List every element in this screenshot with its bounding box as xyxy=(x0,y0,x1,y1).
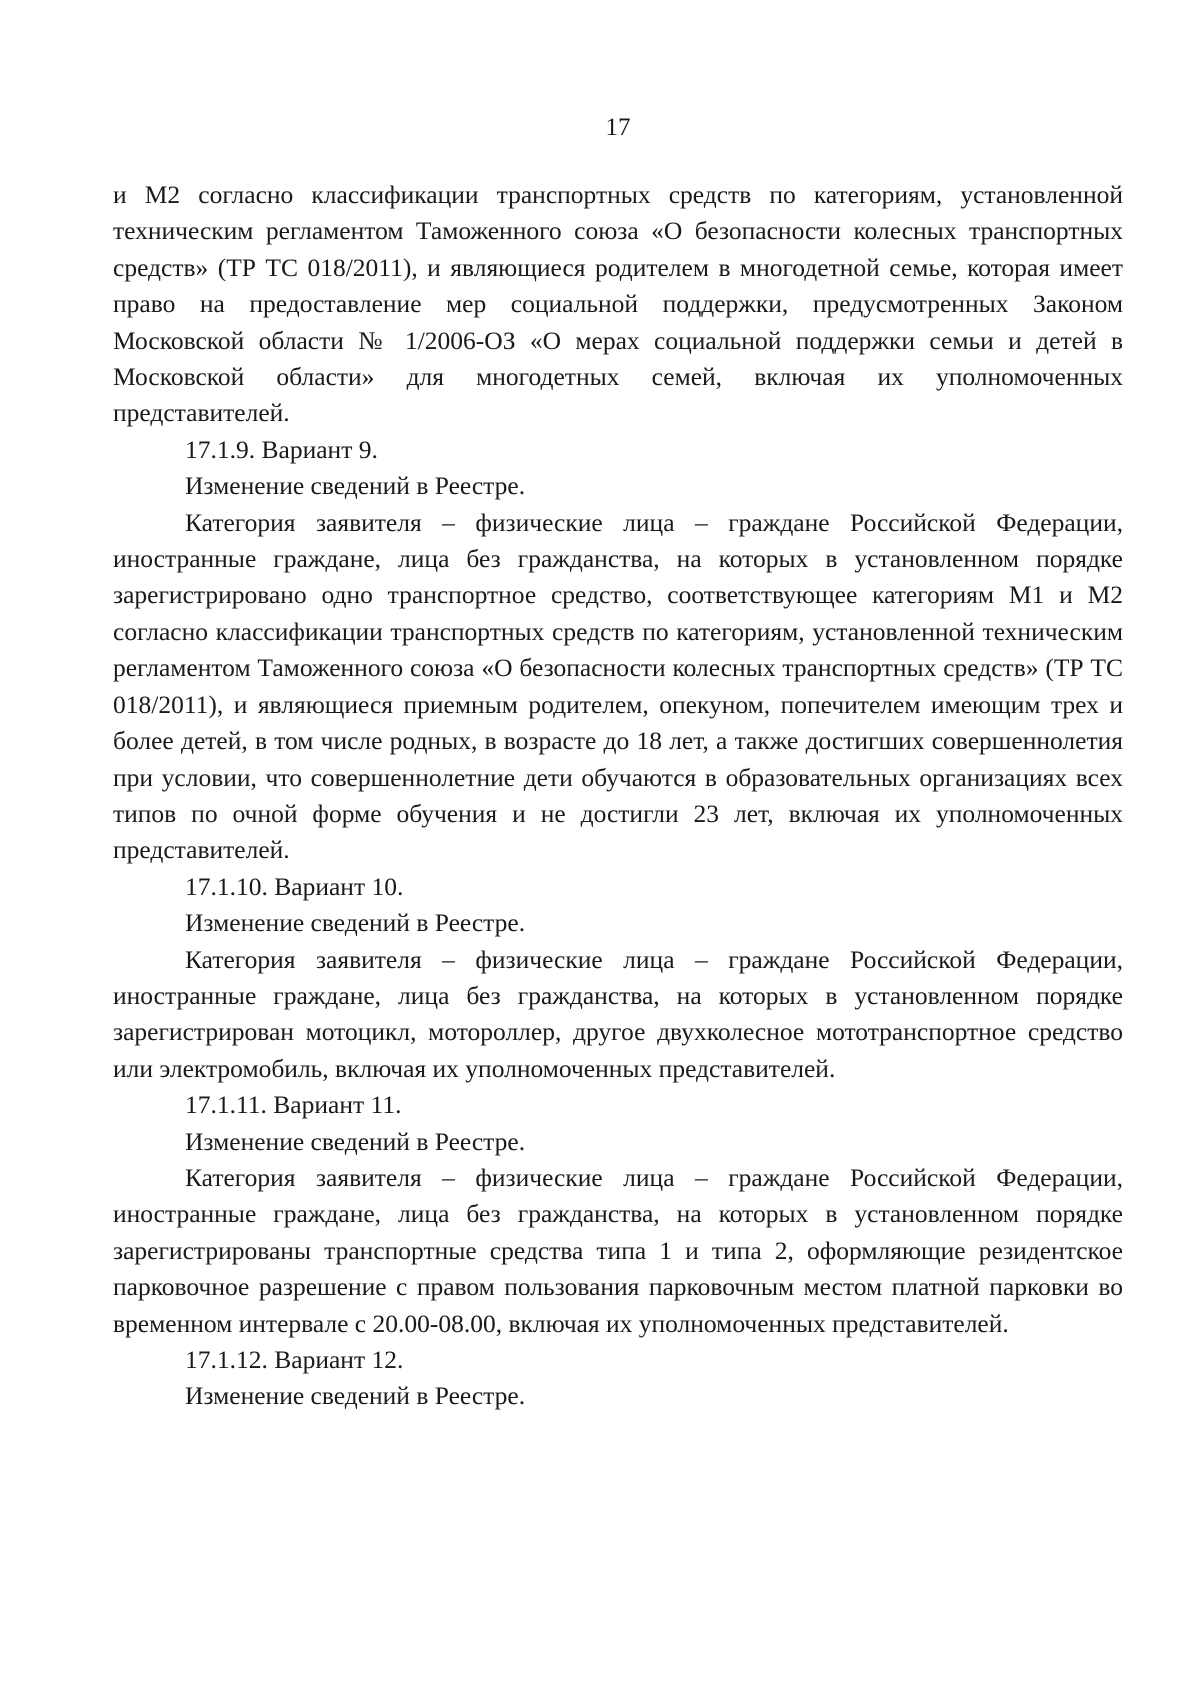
document-body xyxy=(113,177,1123,1415)
variant-10-applicant-category: Категория заявителя – физические лица – граждане Российской Федерации, иностранные граждане, лица без гражданства, на которых в установленном порядке зарегистрирован мотоцикл, мотороллер, другое двухколесное мототранспортное средство или электромобиль, включая их уполномоченных представителей. xyxy=(113,944,1123,1083)
variant-12-heading: 17.1.12. Вариант 12. xyxy=(185,1345,404,1374)
variant-9-action: Изменение сведений в Реестре. xyxy=(185,471,526,501)
paragraph-continuation-variant-8: и М2 согласно классификации транспортных средств по категориям, установленной техническим регламентом Таможенного союза «О безопасности колесных транспортных средств» (ТР ТС 018/2011), и являющиеся родителем в многодетной семье, которая имеет право на предоставление мер социальной поддержки, предусмотренных Законом Московской области № 1/2006-ОЗ «О мерах социальной поддержки семьи и детей в Московской области» для многодетных семей, включая их уполномоченных представителей. xyxy=(113,180,1123,428)
variant-9-heading: 17.1.9. Вариант 9. xyxy=(185,434,378,464)
variant-11-heading: 17.1.11. Вариант 11. xyxy=(185,1090,402,1120)
page-number: 17 xyxy=(605,114,631,141)
variant-12-action: Изменение сведений в Реестре. xyxy=(185,1381,526,1411)
variant-11-applicant-category: Категория заявителя – физические лица – граждане Российской Федерации, иностранные граждане, лица без гражданства, на которых в установленном порядке зарегистрированы транспортные средства типа 1 и типа 2, оформляющие резидентское парковочное разрешение с правом пользования парковочным местом платной парковки во временном интервале с 20.00-08.00, включая их уполномоченных представителей. xyxy=(113,1162,1123,1338)
variant-10-heading: 17.1.10. Вариант 10. xyxy=(185,871,404,901)
variant-11-action: Изменение сведений в Реестре. xyxy=(185,1126,526,1156)
variant-9-applicant-category: Категория заявителя – физические лица – граждане Российской Федерации, иностранные граждане, лица без гражданства, на которых в установленном порядке зарегистрировано одно транспортное средство, соответствующее категориям М1 и М2 согласно классификации транспортных средств по категориям, установленной техническим регламентом Таможенного союза «О безопасности колесных транспортных средств» (ТР ТС 018/2011), и являющиеся приемным родителем, опекуном, попечителем имеющим трех и более детей, в том числе родных, в возрасте до 18 лет, а также достигших совершеннолетия при условии, что совершеннолетние дети обучаются в образовательных организациях всех типов по очной форме обучения и не достигли 23 лет, включая их уполномоченных представителей. xyxy=(113,507,1123,865)
variant-10-action: Изменение сведений в Реестре. xyxy=(185,908,526,938)
